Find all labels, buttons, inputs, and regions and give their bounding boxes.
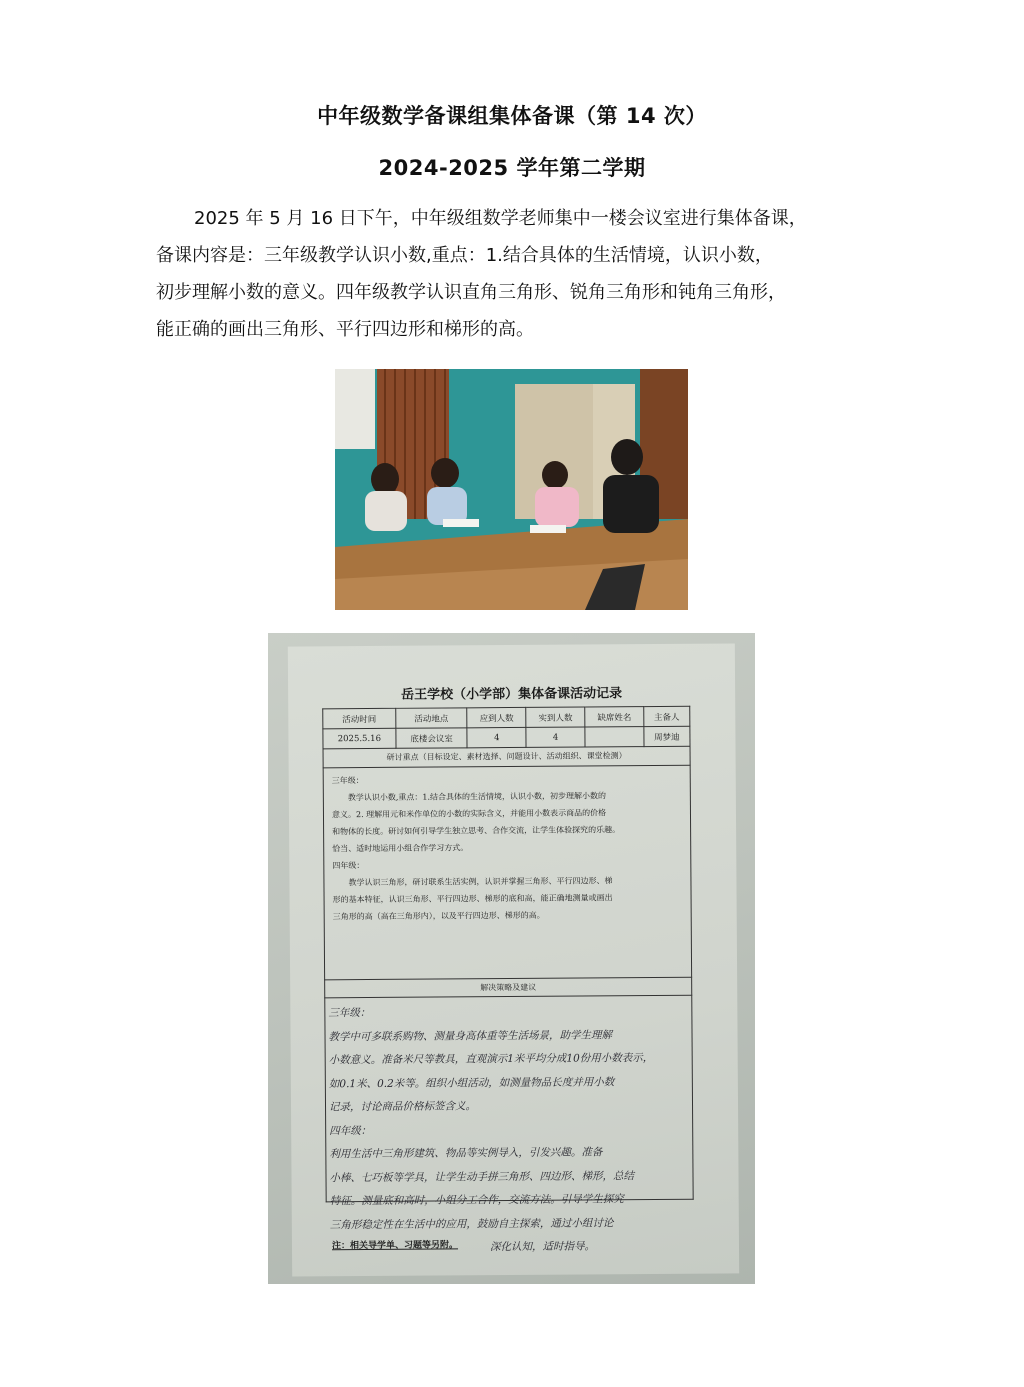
table-header-cell: 实到人数 xyxy=(526,707,585,727)
handwriting-line: 记录，讨论商品价格标签含义。 xyxy=(328,1100,477,1114)
record-table xyxy=(322,706,690,750)
record-sheet xyxy=(288,643,739,1276)
grade4-line: 教学认识三角形，研讨联系生活实例，认识并掌握三角形、平行四边形、梯 xyxy=(348,876,613,888)
scanned-record xyxy=(268,633,755,1284)
handwriting-line: 教学中可多联系购物、测量身高体重等生活场景，助学生理解 xyxy=(328,1028,613,1043)
handwriting-line: 如0.1米、0.2米等。组织小组活动，如测量物品长度并用小数 xyxy=(328,1075,615,1090)
grade4-line: 形的基本特征，认识三角形、平行四边形、梯形的底和高，能正确地测量或画出 xyxy=(332,893,613,905)
intro-line: 初步理解小数的意义。四年级教学认识直角三角形、锐角三角形和钝角三角形， xyxy=(156,282,786,303)
intro-line: 备课内容是：三年级教学认识小数,重点：1.结合具体的生活情境，认识小数， xyxy=(156,245,773,266)
intro-paragraph xyxy=(156,200,876,348)
handwriting-line: 四年级： xyxy=(329,1124,372,1137)
page-title: 中年级数学备课组集体备课（第 14 次） xyxy=(317,104,707,128)
intro-line: 能正确的画出三角形、平行四边形和梯形的高。 xyxy=(156,319,534,340)
handwritten-notes xyxy=(328,1000,690,1261)
record-note-text: 注：相关导学单、习题等另附。 xyxy=(331,1240,459,1252)
table-cell: 4 xyxy=(467,727,526,747)
table-cell: 周梦迪 xyxy=(644,726,690,746)
record-note xyxy=(332,1237,458,1251)
focus-header: 研讨重点（目标设定、素材选择、问题设计、活动组织、课堂检测） xyxy=(323,746,691,769)
handwriting-line: 小数意义。准备米尺等教具，直观演示1米平均分成10份用小数表示， xyxy=(328,1052,654,1067)
table-header-row xyxy=(323,706,690,729)
handwriting-line: 三角形稳定性在生活中的应用，鼓励自主探索，通过小组讨论 xyxy=(329,1216,614,1231)
intro-line: 2025 年 5 月 16 日下午，中年级组数学老师集中一楼会议室进行集体备课， xyxy=(194,208,807,229)
table-cell: 4 xyxy=(526,727,585,747)
record-title: 岳王学校（小学部）集体备课活动记录 xyxy=(401,686,623,703)
table-cell: 底楼会议室 xyxy=(396,728,468,748)
focus-content xyxy=(323,766,692,981)
meeting-photo-illustration xyxy=(335,369,688,610)
handwriting-line: 三年级： xyxy=(328,1007,371,1020)
meeting-photo xyxy=(335,369,688,610)
table-header-cell: 缺席姓名 xyxy=(585,707,644,727)
solution-header: 解决策略及建议 xyxy=(324,978,692,999)
grade3-line: 意义。2. 理解用元和米作单位的小数的实际含义，并能用小数表示商品的价格 xyxy=(331,808,607,820)
grade3-line: 恰当、适时地运用小组合作学习方式。 xyxy=(332,843,469,854)
table-header-cell: 应到人数 xyxy=(467,707,526,727)
page-subtitle: 2024-2025 学年第二学期 xyxy=(378,156,646,180)
handwriting-line: 小棒、七巧板等学具，让学生动手拼三角形、四边形、梯形，总结 xyxy=(329,1169,635,1184)
table-header-cell: 主备人 xyxy=(644,706,690,726)
grade4-label: 四年级： xyxy=(332,861,365,871)
grade3-line: 教学认识小数,重点：1.结合具体的生活情境，认识小数，初步理解小数的 xyxy=(347,791,607,803)
table-header-cell: 活动时间 xyxy=(323,708,396,729)
handwriting-line: 利用生活中三角形建筑、物品等实例导入，引发兴趣。准备 xyxy=(329,1146,603,1161)
grade4-line: 三角形的高（高在三角形内），以及平行四边形、梯形的高。 xyxy=(332,910,545,922)
grade3-label: 三年级： xyxy=(331,776,364,786)
table-cell xyxy=(585,727,644,747)
table-cell: 2025.5.16 xyxy=(323,728,396,749)
grade3-line: 和物体的长度。研讨如何引导学生独立思考、合作交流，让学生体验探究的乐趣。 xyxy=(332,825,621,837)
handwriting-line: 特征。测量底和高时，小组分工合作，交流方法。引导学生探究 xyxy=(329,1193,624,1208)
table-header-cell: 活动地点 xyxy=(396,708,468,728)
handwriting-line: 深化认知，适时指导。 xyxy=(489,1240,596,1254)
